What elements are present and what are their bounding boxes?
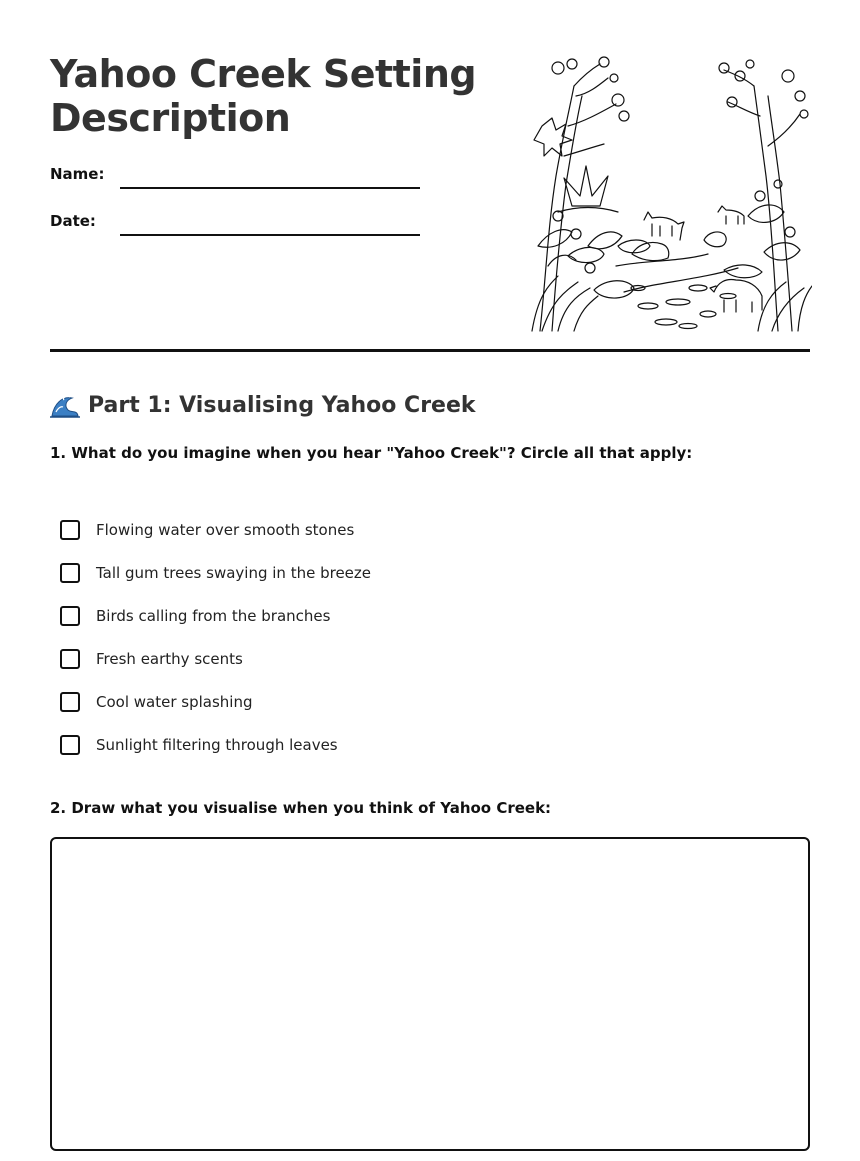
option-checkbox[interactable] xyxy=(60,520,80,540)
name-label: Name: xyxy=(50,165,105,183)
option-checkbox[interactable] xyxy=(60,606,80,626)
option-label: Flowing water over smooth stones xyxy=(96,520,355,539)
question-1: 1. What do you imagine when you hear "Yahoo Creek"? Circle all that apply: xyxy=(50,444,693,462)
options-list xyxy=(60,508,371,766)
creek-scene-illustration xyxy=(528,56,812,332)
option-label: Cool water splashing xyxy=(96,692,253,711)
drawing-area[interactable] xyxy=(50,837,810,1151)
option-label: Birds calling from the branches xyxy=(96,606,331,625)
option-label: Tall gum trees swaying in the breeze xyxy=(96,563,372,582)
section-divider xyxy=(50,349,810,352)
title-line-2: Description xyxy=(50,96,291,140)
date-field[interactable] xyxy=(120,234,420,236)
name-field[interactable] xyxy=(120,187,420,189)
wave-icon xyxy=(50,392,80,418)
worksheet-title xyxy=(50,52,510,140)
part1-heading-text: Part 1: Visualising Yahoo Creek xyxy=(88,392,476,418)
list-item xyxy=(60,508,371,551)
part1-heading xyxy=(50,388,476,422)
option-label: Fresh earthy scents xyxy=(96,649,243,668)
option-label: Sunlight filtering through leaves xyxy=(96,735,338,754)
option-checkbox[interactable] xyxy=(60,735,80,755)
list-item xyxy=(60,637,371,680)
date-label: Date: xyxy=(50,212,96,230)
option-checkbox[interactable] xyxy=(60,649,80,669)
title-line-1: Yahoo Creek Setting xyxy=(50,52,477,96)
list-item xyxy=(60,680,371,723)
list-item xyxy=(60,551,371,594)
list-item xyxy=(60,723,371,766)
option-checkbox[interactable] xyxy=(60,563,80,583)
question-2: 2. Draw what you visualise when you think of Yahoo Creek: xyxy=(50,799,552,817)
list-item xyxy=(60,594,371,637)
option-checkbox[interactable] xyxy=(60,692,80,712)
